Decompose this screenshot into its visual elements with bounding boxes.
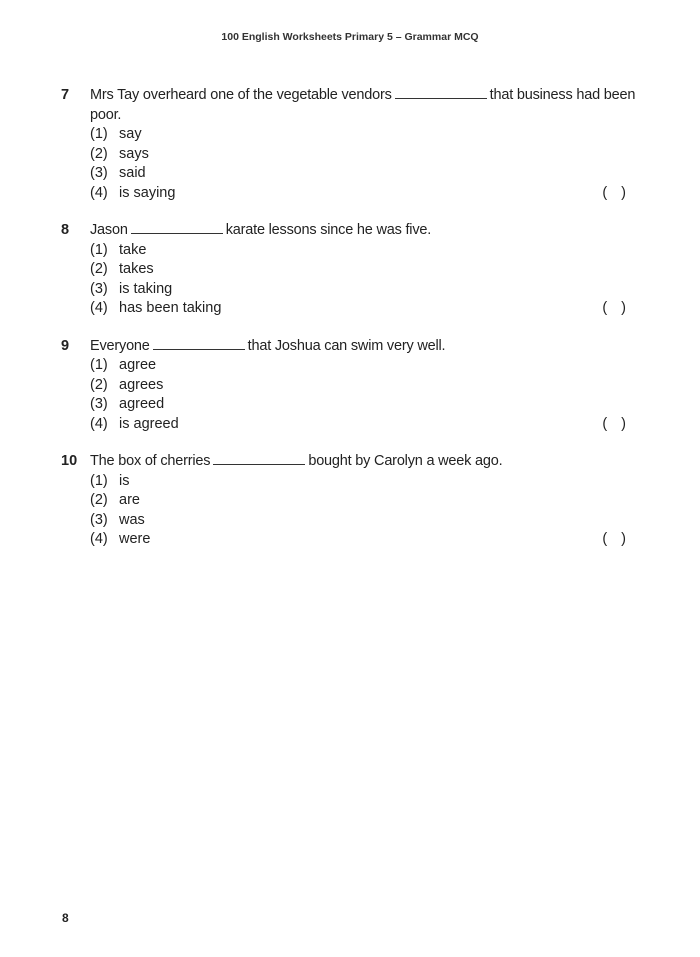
page-number: 8 [62, 911, 69, 925]
option-text: is taking [119, 280, 173, 297]
answer-blank [153, 339, 245, 350]
options-list [90, 125, 641, 203]
option-3 [90, 395, 641, 415]
question-7 [61, 86, 641, 203]
option-number: (2) [90, 492, 108, 508]
answer-bracket: ( ) [602, 531, 626, 547]
option-1 [90, 241, 641, 261]
option-number: (3) [90, 280, 108, 297]
option-number: (1) [90, 472, 108, 489]
option-text: is agreed [119, 415, 179, 432]
question-text-before: Jason [90, 222, 128, 238]
option-text: were [119, 531, 151, 547]
option-text: agreed [119, 396, 165, 412]
option-2 [90, 145, 641, 165]
question-text-after: that business had been poor. [90, 87, 636, 123]
question-9 [61, 337, 641, 435]
question-8 [61, 221, 641, 319]
option-text: takes [119, 261, 154, 277]
option-number: (1) [90, 357, 108, 373]
answer-bracket: ( ) [602, 415, 626, 432]
option-4 [90, 415, 641, 435]
option-text: agree [119, 357, 157, 373]
option-number: (1) [90, 126, 108, 142]
option-number: (3) [90, 396, 108, 412]
answer-blank [131, 223, 223, 234]
question-number: 8 [61, 222, 70, 238]
option-text: was [119, 511, 145, 528]
option-4 [90, 530, 641, 550]
question-text [90, 337, 641, 357]
question-text-before: Everyone [90, 337, 150, 354]
question-number: 7 [61, 87, 70, 103]
option-2 [90, 260, 641, 280]
option-2 [90, 376, 641, 396]
option-2 [90, 491, 641, 511]
page-header: 100 English Worksheets Primary 5 – Grammar MCQ [221, 31, 479, 43]
option-text: has been taking [119, 300, 222, 316]
question-text [90, 86, 641, 125]
question-text-after: bought by Carolyn a week ago. [308, 453, 503, 469]
option-3 [90, 164, 641, 184]
option-number: (1) [90, 241, 108, 258]
option-text: says [119, 145, 149, 162]
question-10 [61, 452, 641, 550]
option-number: (3) [90, 511, 108, 528]
option-number: (4) [90, 415, 108, 432]
option-text: said [119, 165, 146, 181]
option-number: (4) [90, 531, 108, 547]
question-text [90, 452, 641, 472]
option-1 [90, 356, 641, 376]
answer-bracket: ( ) [602, 184, 626, 201]
question-list [61, 86, 641, 568]
option-4 [90, 299, 641, 319]
question-text-before: Mrs Tay overheard one of the vegetable vendors [90, 87, 392, 103]
option-4 [90, 184, 641, 204]
option-number: (2) [90, 145, 108, 162]
option-number: (2) [90, 376, 108, 393]
question-text-after: that Joshua can swim very well. [247, 337, 446, 354]
option-text: take [119, 241, 147, 258]
question-number: 10 [61, 453, 78, 469]
option-3 [90, 511, 641, 531]
option-1 [90, 125, 641, 145]
option-text: is saying [119, 184, 176, 201]
option-1 [90, 472, 641, 492]
option-text: say [119, 126, 142, 142]
option-text: agrees [119, 376, 164, 393]
answer-blank [395, 88, 487, 99]
question-text [90, 221, 641, 241]
options-list [90, 356, 641, 434]
option-number: (4) [90, 184, 108, 201]
answer-bracket: ( ) [602, 300, 626, 316]
options-list [90, 241, 641, 319]
option-text: is [119, 472, 130, 489]
option-number: (2) [90, 261, 108, 277]
option-number: (4) [90, 300, 108, 316]
answer-blank [213, 454, 305, 465]
option-text: are [119, 492, 140, 508]
question-number: 9 [61, 337, 70, 354]
option-3 [90, 280, 641, 300]
question-text-after: karate lessons since he was five. [225, 222, 432, 238]
options-list [90, 472, 641, 550]
option-number: (3) [90, 165, 108, 181]
question-text-before: The box of cherries [90, 453, 211, 469]
